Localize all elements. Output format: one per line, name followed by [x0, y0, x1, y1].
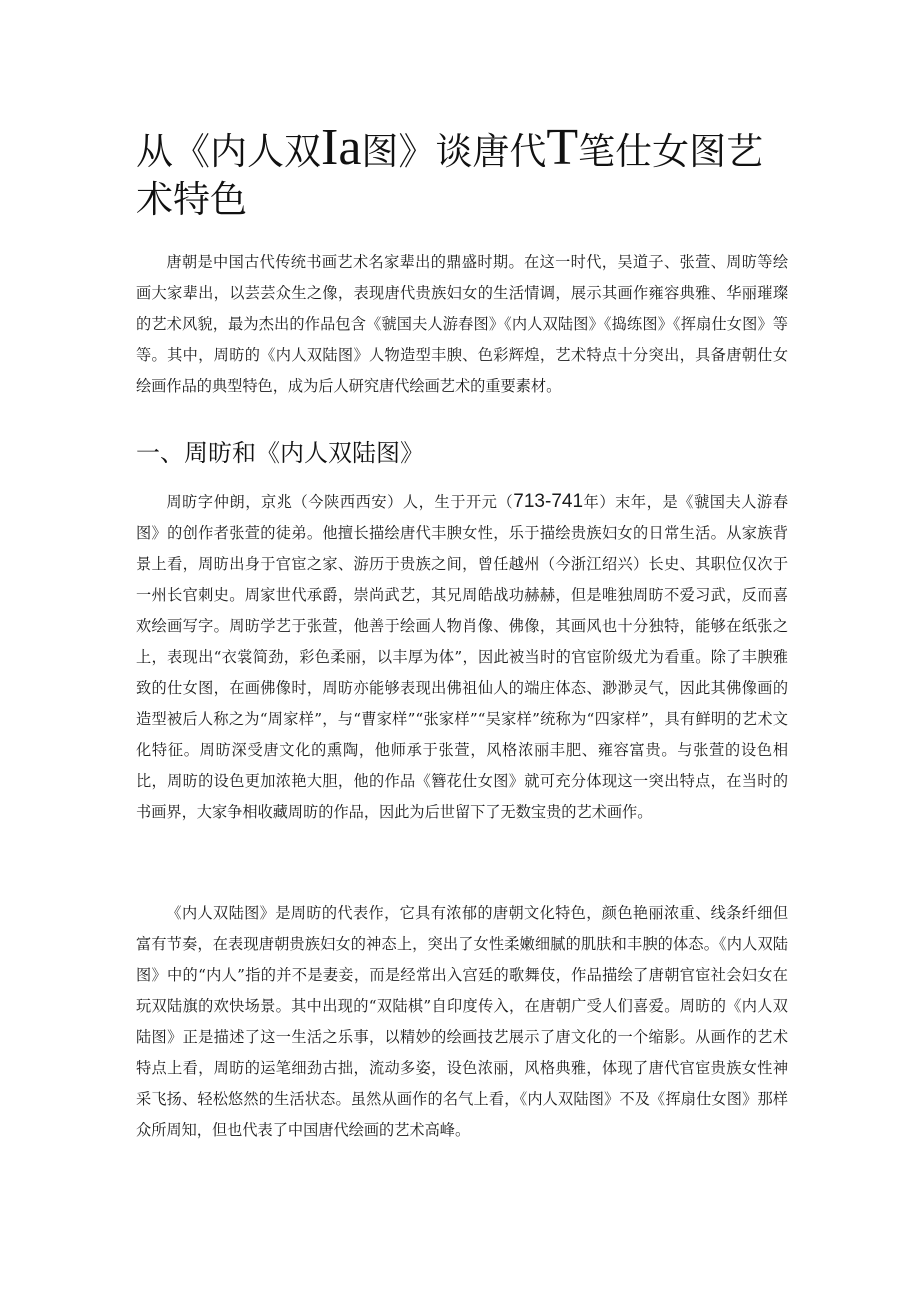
paragraph-1-text-b: 年）末年，是《虢国夫人游春图》的创作者张萱的徒弟。他擅长描绘唐代丰腴女性，乐于描绘贵族妇女的日常生活。从家族背景上看，周昉出身于官宦之家、游历于贵族之间，曾任越州（今浙江绍兴）长史、其职位仅次于一州长官刺史。周家世代承爵，崇尚武艺，其兄周皓战功赫赫，但是唯独周昉不爱习武，反而喜欢绘画写字。周昉学艺于张萱，他善于绘画人物肖像、佛像，其画风也十分独特，能够在纸张之上，表现出“衣裳简劲，彩色柔丽，以丰厚为体”，因此被当时的官宦阶级尤为看重。除了丰腴雅致的仕女图，在画佛像时，周昉亦能够表现出佛祖仙人的端庄体态、渺渺灵气，因此其佛像画的造型被后人称之为“周家样”，与“曹家样”“张家样”“吴家样”统称为“四家样”，具有鲜明的艺术文化特征。周昉深受唐文化的熏陶，他师承于张萱，风格浓丽丰肥、雍容富贵。与张萱的设色相比，周昉的设色更加浓艳大胆，他的作品《簪花仕女图》就可充分体现这一突出特点，在当时的书画界，大家争相收藏周昉的作品，因此为后世留下了无数宝贵的艺术画作。: [136, 493, 789, 821]
body-paragraph-2: 《内人双陆图》是周昉的代表作，它具有浓郁的唐朝文化特色，颜色艳丽浓重、线条纤细但富有节奏，在表现唐朝贵族妇女的神态上，突出了女性柔嫩细腻的肌肤和丰腴的体态。《内人双陆图》中的“内人”指的并不是妻妾，而是经常出入宫廷的歌舞伎，作品描绘了唐朝官宦社会妇女在玩双陆旗的欢快场景。其中出现的“双陆棋”自印度传入，在唐朝广受人们喜爱。周昉的《内人双陆图》正是描述了这一生活之乐事，以精妙的绘画技艺展示了唐文化的一个缩影。从画作的艺术特点上看，周昉的运笔细劲古拙，流动多姿，设色浓丽，风格典雅，体现了唐代官宦贵族女性神采飞扬、轻松悠然的生活状态。虽然从画作的名气上看，《内人双陆图》不及《挥扇仕女图》那样众所周知，但也代表了中国唐代绘画的艺术高峰。: [136, 904, 788, 1139]
years-range: 713-741: [513, 491, 584, 512]
section-heading: 一、周昉和《内人双陆图》: [136, 439, 424, 467]
title-part-1: 从《内人双: [136, 130, 321, 173]
title-part-2: Ia: [321, 119, 362, 176]
body-paragraph-1: [136, 486, 788, 828]
paragraph-1-text-a: 周昉字仲朗，京兆（今陕西西安）人，生于开元（: [166, 493, 514, 511]
title-part-3: 图》谈唐代: [361, 130, 547, 173]
title-part-4: T: [546, 119, 579, 176]
title-part-5: 笔仕女图艺术特色: [136, 130, 764, 221]
page-title: [136, 119, 796, 224]
intro-paragraph: 唐朝是中国古代传统书画艺术名家辈出的鼎盛时期。在这一时代，吴道子、张萱、周昉等绘画大家辈出，以芸芸众生之像，表现唐代贵族妇女的生活情调，展示其画作雍容典雅、华丽璀璨的艺术风貌，最为杰出的作品包含《虢国夫人游春图》《内人双陆图》《捣练图》《挥扇仕女图》等等。其中，周昉的《内人双陆图》人物造型丰腴、色彩辉煌，艺术特点十分突出，具备唐朝仕女绘画作品的典型特色，成为后人研究唐代绘画艺术的重要素材。: [136, 253, 788, 395]
